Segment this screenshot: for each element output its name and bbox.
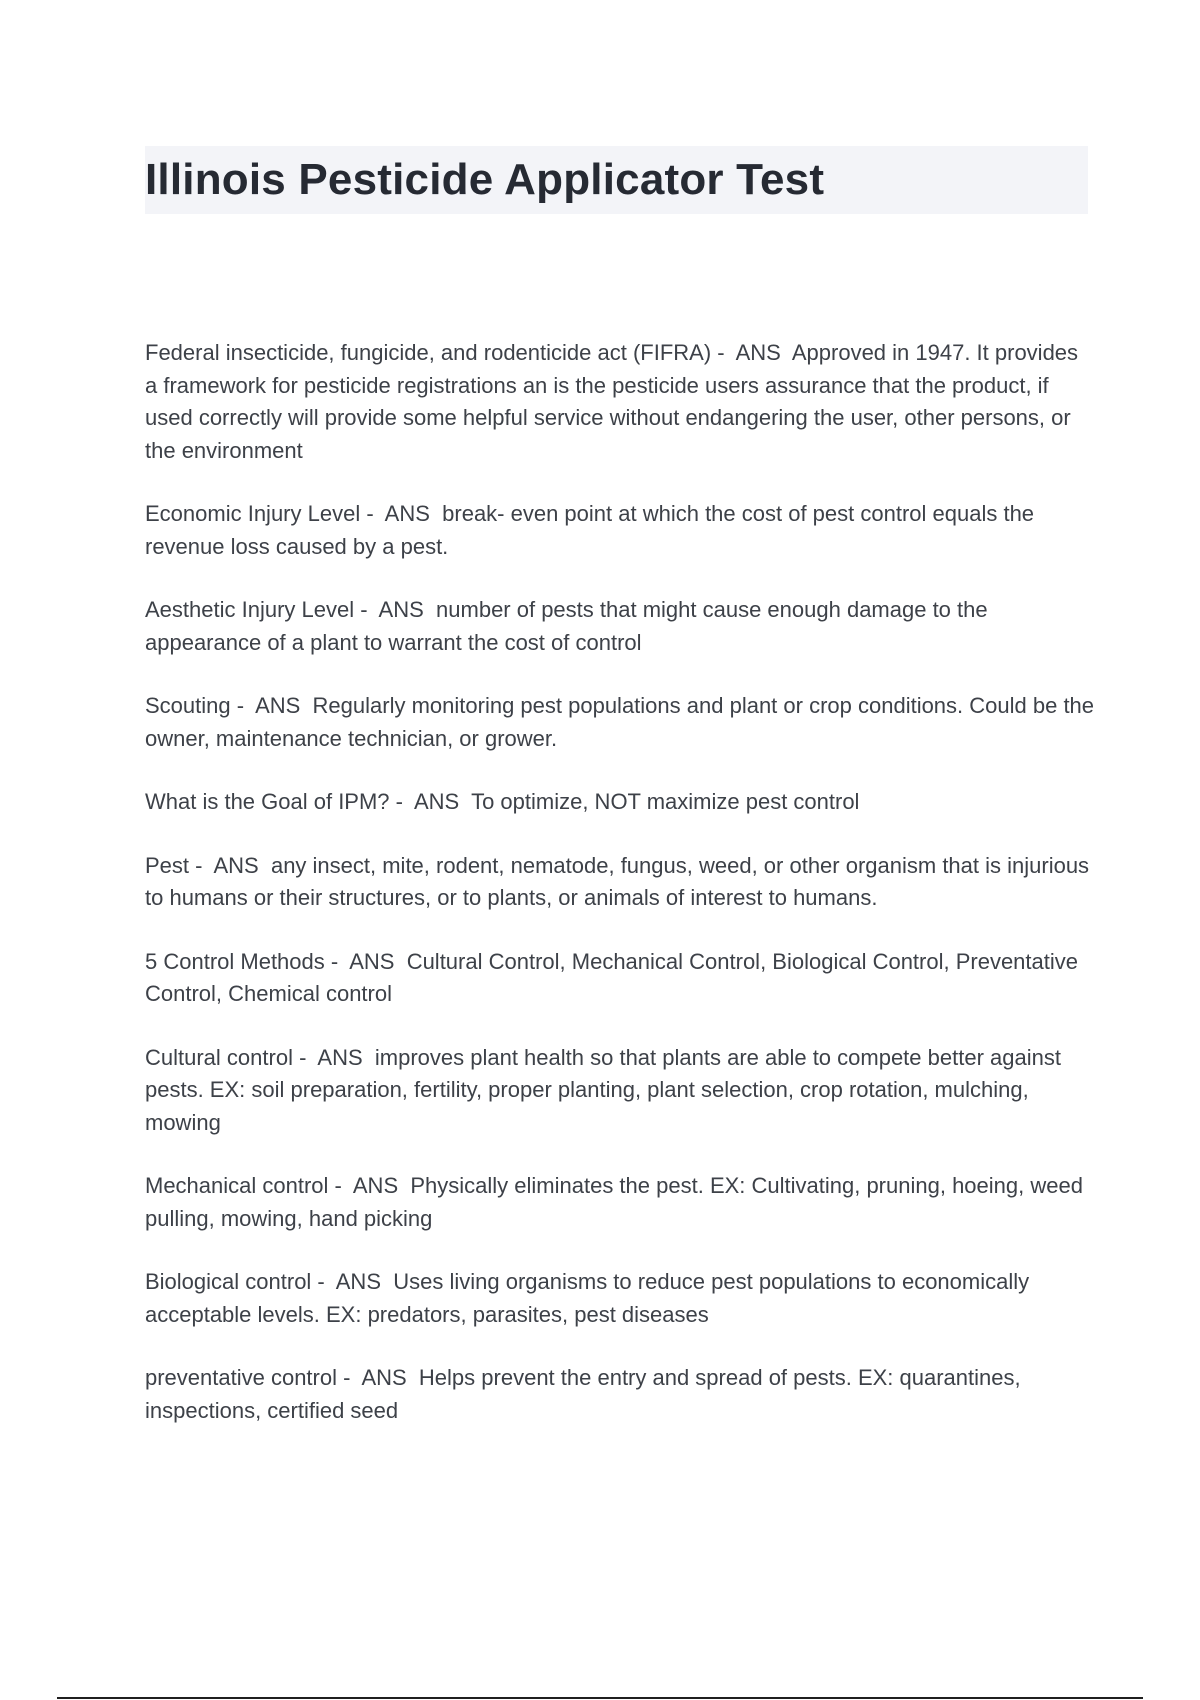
qa-answer: any insect, mite, rodent, nematode, fungus, weed, or other organism that is injurious to humans or their structures, or to plants, or animals of interest to humans. xyxy=(145,852,1090,910)
qa-entry-biological-control xyxy=(145,1266,1095,1331)
qa-answer: To optimize, NOT maximize pest control xyxy=(471,789,860,814)
qa-separator: - ANS xyxy=(354,597,437,622)
qa-answer: Helps prevent the entry and spread of pests. EX: quarantines, inspections, certified seed xyxy=(145,1365,1021,1423)
qa-answer: Cultural Control, Mechanical Control, Biological Control, Preventative Control, Chemical control xyxy=(145,948,1078,1006)
qa-term: Economic Injury Level xyxy=(145,501,361,526)
qa-entry-aesthetic-injury-level xyxy=(145,594,1095,659)
title-banner xyxy=(145,146,1088,214)
qa-term: Federal insecticide, fungicide, and rodenticide act (FIFRA) xyxy=(145,340,712,365)
qa-separator: - ANS xyxy=(230,693,313,718)
qa-answer: Uses living organisms to reduce pest populations to economically acceptable levels. EX: predators, parasites, pest diseases xyxy=(145,1269,1030,1327)
qa-answer: Approved in 1947. It provides a framework for pesticide registrations an is the pesticide users assurance that the product, if used correctly will provide some helpful service without endangering the user, other persons, or the environment xyxy=(145,340,1079,463)
qa-entry-goal-of-ipm xyxy=(145,786,1095,819)
qa-entry-cultural-control xyxy=(145,1042,1095,1140)
qa-entry-fifra xyxy=(145,337,1095,467)
qa-entry-preventative-control xyxy=(145,1362,1095,1427)
qa-separator: - ANS xyxy=(328,1173,411,1198)
qa-term: Pest xyxy=(145,852,190,878)
qa-answer: Regularly monitoring pest populations and plant or crop conditions. Could be the owner, maintenance technician, or grower. xyxy=(145,693,1095,751)
qa-separator: - ANS xyxy=(711,340,792,365)
qa-separator: - ANS xyxy=(324,948,407,974)
qa-term: preventative control xyxy=(145,1365,337,1390)
qa-entry-control-methods xyxy=(145,946,1095,1011)
footer-divider xyxy=(57,1697,1143,1699)
qa-term: Scouting xyxy=(145,693,231,718)
qa-term: 5 Control Methods xyxy=(145,948,325,974)
qa-answer: improves plant health so that plants are able to compete better against pests. EX: soil preparation, fertility, proper planting, plant selection, crop rotation, mulching, mowing xyxy=(145,1044,1061,1135)
qa-separator: - ANS xyxy=(389,789,472,814)
qa-entry-mechanical-control xyxy=(145,1170,1095,1235)
qa-separator: - ANS xyxy=(360,501,443,526)
qa-term: Cultural control xyxy=(145,1044,293,1070)
qa-entry-economic-injury-level xyxy=(145,498,1095,563)
qa-entry-pest xyxy=(145,850,1095,915)
qa-separator: - ANS xyxy=(292,1044,375,1070)
qa-entry-scouting xyxy=(145,690,1095,755)
document-title: Illinois Pesticide Applicator Test xyxy=(145,155,825,204)
qa-term: What is the Goal of IPM? xyxy=(145,789,390,814)
qa-term: Aesthetic Injury Level xyxy=(145,597,355,622)
qa-answer: Physically eliminates the pest. EX: Cultivating, pruning, hoeing, weed pulling, mowing, hand picking xyxy=(145,1173,1083,1231)
qa-separator: - ANS xyxy=(337,1365,419,1390)
qa-answer: number of pests that might cause enough damage to the appearance of a plant to warrant the cost of control xyxy=(145,597,988,655)
qa-separator: - ANS xyxy=(189,852,271,878)
qa-answer: break- even point at which the cost of pest control equals the revenue loss caused by a pest. xyxy=(145,501,1035,559)
qa-term: Biological control xyxy=(145,1269,312,1294)
qa-list xyxy=(145,337,1095,1458)
qa-separator: - ANS xyxy=(311,1269,394,1294)
qa-term: Mechanical control xyxy=(145,1173,329,1198)
